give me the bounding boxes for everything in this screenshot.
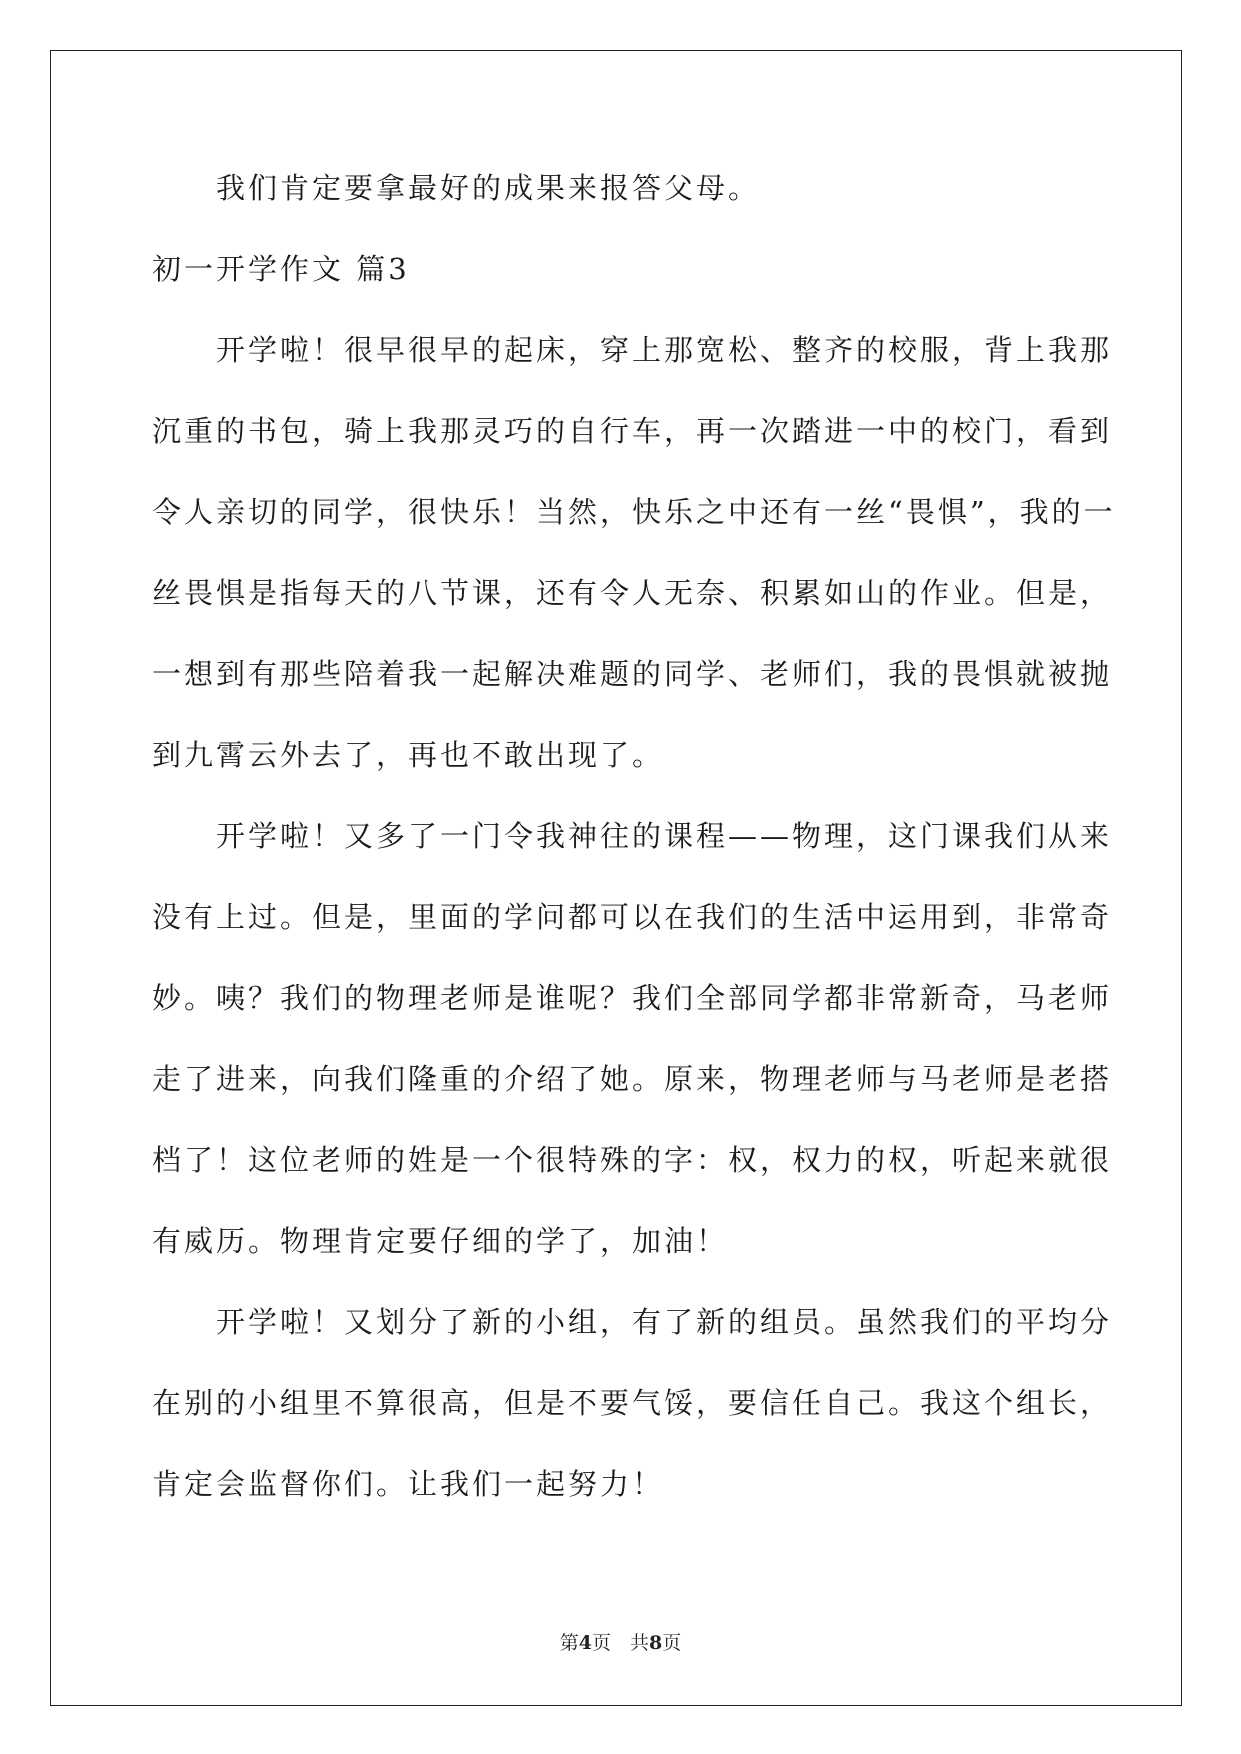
paragraph-line: 档了！这位老师的姓是一个很特殊的字：权，权力的权，听起来就很 xyxy=(152,1143,1113,1177)
paragraph-line: 开学啦！很早很早的起床，穿上那宽松、整齐的校服，背上我那 xyxy=(216,333,1113,367)
paragraph-line: 沉重的书包，骑上我那灵巧的自行车，再一次踏进一中的校门，看到 xyxy=(152,414,1113,448)
footer-suffix: 页 xyxy=(662,1632,682,1654)
paragraph-line: 丝畏惧是指每天的八节课，还有令人无奈、积累如山的作业。但是， xyxy=(152,576,1113,610)
paragraph-line: 令人亲切的同学，很快乐！当然，快乐之中还有一丝“畏惧”，我的一 xyxy=(152,495,1116,529)
paragraph-line: 肯定会监督你们。让我们一起努力！ xyxy=(152,1467,665,1501)
section-heading: 初一开学作文 篇3 xyxy=(152,252,410,286)
paragraph-line: 没有上过。但是，里面的学问都可以在我们的生活中运用到，非常奇 xyxy=(152,900,1113,934)
paragraph-line: 一想到有那些陪着我一起解决难题的同学、老师们，我的畏惧就被抛 xyxy=(152,657,1113,691)
paragraph-line: 有威历。物理肯定要仔细的学了，加油！ xyxy=(152,1224,729,1258)
total-pages-number: 8 xyxy=(649,1632,663,1654)
paragraph-line: 开学啦！又划分了新的小组，有了新的组员。虽然我们的平均分 xyxy=(216,1305,1113,1339)
page-footer xyxy=(0,1628,1241,1655)
paragraph-line: 我们肯定要拿最好的成果来报答父母。 xyxy=(216,171,761,205)
current-page-number: 4 xyxy=(578,1632,592,1654)
paragraph-line: 到九霄云外去了，再也不敢出现了。 xyxy=(152,738,665,772)
footer-middle: 页 共 xyxy=(591,1632,649,1654)
footer-prefix: 第 xyxy=(559,1632,579,1654)
document-body xyxy=(152,160,1116,1537)
paragraph-line: 在别的小组里不算很高，但是不要气馁，要信任自己。我这个组长， xyxy=(152,1386,1113,1420)
paragraph-line: 妙。咦？我们的物理老师是谁呢？我们全部同学都非常新奇，马老师 xyxy=(152,981,1113,1015)
paragraph-line: 开学啦！又多了一门令我神往的课程——物理，这门课我们从来 xyxy=(216,819,1113,853)
paragraph-line: 走了进来，向我们隆重的介绍了她。原来，物理老师与马老师是老搭 xyxy=(152,1062,1113,1096)
